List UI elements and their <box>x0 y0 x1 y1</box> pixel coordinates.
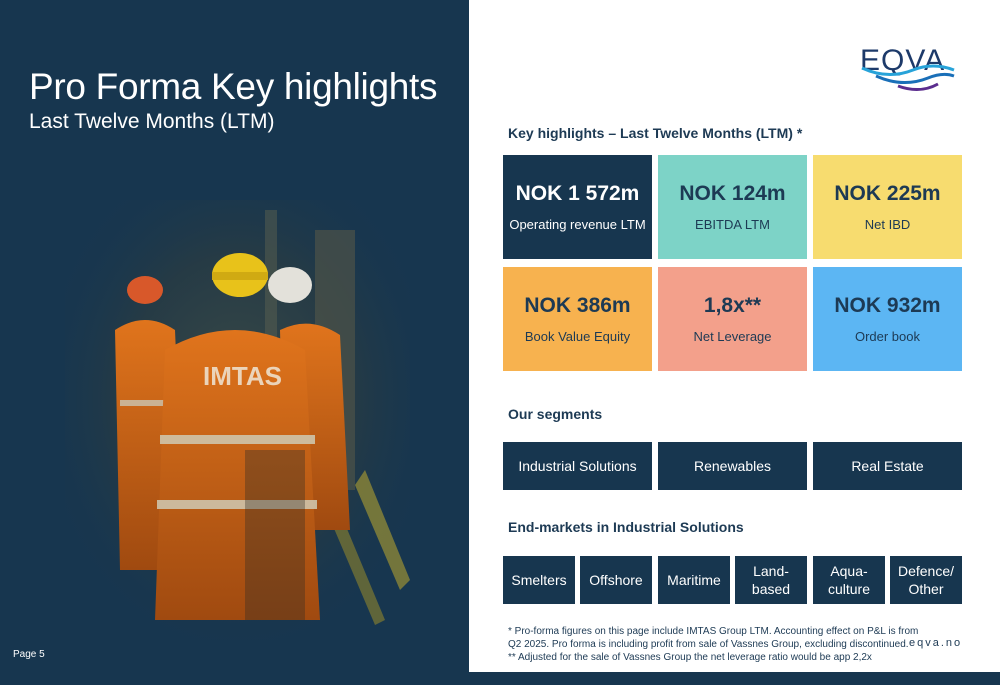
kpi-value: NOK 1 572m <box>515 182 640 205</box>
end-market-offshore <box>580 556 652 604</box>
end-markets-heading: End-markets in Industrial Solutions <box>508 519 744 535</box>
end-market-land-based <box>735 556 807 604</box>
page-subtitle: Last Twelve Months (LTM) <box>29 110 275 133</box>
kpi-value: NOK 225m <box>834 182 941 205</box>
vest-logo-text: IMTAS <box>203 361 282 391</box>
end-market-line1: Offshore <box>589 572 643 588</box>
end-market-line2: Other <box>908 581 944 597</box>
page-title: Pro Forma Key highlights <box>29 66 438 107</box>
kpi-label: EBITDA LTM <box>695 217 770 232</box>
kpi-net-ibd <box>813 155 962 259</box>
end-market-line1: Land- <box>753 563 789 579</box>
kpi-label: Net IBD <box>864 217 911 232</box>
logo-text: EQVA <box>860 44 946 77</box>
kpi-label: Operating revenue LTM <box>509 217 646 232</box>
key-highlights-heading: Key highlights – Last Twelve Months (LTM) * <box>508 125 803 141</box>
page-number: Page 5 <box>13 649 45 660</box>
kpi-label: Book Value Equity <box>524 329 631 344</box>
kpi-operating-revenue <box>503 155 652 259</box>
website-url: eqva.no <box>909 637 963 649</box>
kpi-value: 1,8x** <box>703 294 762 317</box>
left-panel <box>0 0 469 685</box>
kpi-order-book <box>813 267 962 371</box>
segment-real-estate: Real Estate <box>813 442 962 490</box>
kpi-value: NOK 932m <box>834 294 941 317</box>
end-market-line2: culture <box>827 581 871 597</box>
kpi-label: Net Leverage <box>693 329 772 344</box>
end-market-line1: Aqua- <box>830 563 868 579</box>
segment-renewables: Renewables <box>658 442 807 490</box>
bottom-bar <box>469 672 1000 685</box>
end-market-maritime <box>658 556 730 604</box>
end-market-aquaculture <box>813 556 885 604</box>
kpi-book-value-equity <box>503 267 652 371</box>
end-market-defence-other <box>890 556 962 604</box>
kpi-net-leverage <box>658 267 807 371</box>
end-market-line1: Maritime <box>667 572 721 588</box>
end-market-smelters <box>503 556 575 604</box>
kpi-value: NOK 386m <box>524 294 631 317</box>
kpi-ebitda <box>658 155 807 259</box>
kpi-label: Order book <box>854 329 921 344</box>
end-market-line1: Defence/ <box>897 563 955 579</box>
footnote-line-2: Q2 2025. Pro forma is including profit from sale of Vassnes Group, excluding discontinued. <box>508 639 909 650</box>
segments-heading: Our segments <box>508 406 603 422</box>
footnote-line-3: ** Adjusted for the sale of Vassnes Group the net leverage ratio would be app 2,2x <box>508 652 872 663</box>
end-market-line1: Smelters <box>511 572 567 588</box>
footnote-line-1: * Pro-forma figures on this page include IMTAS Group LTM. Accounting effect on P&L is from <box>508 626 919 637</box>
eqva-logo <box>858 40 958 100</box>
kpi-value: NOK 124m <box>679 182 786 205</box>
workers-photo <box>65 200 410 640</box>
end-market-line2: based <box>751 581 791 597</box>
segment-industrial-solutions: Industrial Solutions <box>503 442 652 490</box>
